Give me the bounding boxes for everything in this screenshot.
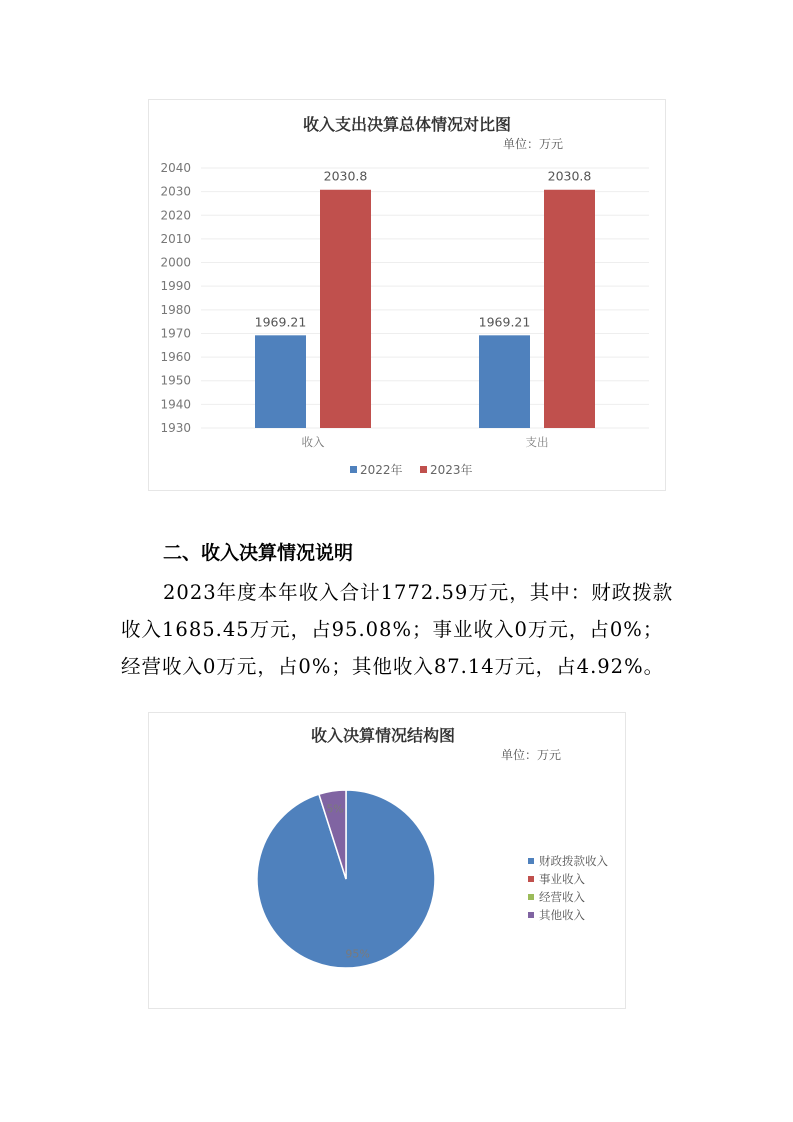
x-tick-label: 收入	[301, 435, 325, 449]
pie-legend-item	[528, 888, 608, 906]
pie-legend-item	[528, 906, 608, 924]
data-label: 2030.8	[547, 168, 592, 184]
y-tick-label: 1990	[160, 279, 191, 294]
legend-swatch	[528, 858, 534, 864]
y-tick-label: 2020	[160, 208, 191, 223]
legend-swatch	[528, 912, 534, 918]
y-tick-label: 1960	[160, 350, 191, 365]
paragraph-line-2: 收入1685.45万元，占95.08%；事业收入0万元，占0%；	[121, 618, 664, 641]
pie-legend	[528, 852, 608, 924]
bar-chart-title: 收入支出决算总体情况对比图	[302, 115, 511, 134]
y-tick-label: 2000	[160, 255, 191, 270]
pie-legend-item	[528, 870, 608, 888]
y-tick-label: 2010	[160, 231, 191, 246]
paragraph-line-1: 2023年度本年收入合计1772.59万元，其中：财政拨款	[163, 581, 674, 604]
bar-2022	[255, 335, 306, 428]
y-tick-label: 1940	[160, 397, 191, 412]
y-tick-label: 1930	[160, 421, 191, 435]
bar-chart-unit: 单位：万元	[503, 137, 564, 151]
legend-label: 经营收入	[539, 890, 585, 904]
legend-label: 其他收入	[539, 908, 585, 922]
legend-swatch	[420, 466, 427, 473]
bar-2023	[544, 190, 595, 428]
pie-chart-unit: 单位：万元	[501, 748, 562, 762]
legend-label: 事业收入	[539, 872, 585, 886]
legend-label: 2023年	[430, 463, 473, 477]
bar-chart-svg	[149, 100, 665, 490]
legend-label: 2022年	[360, 463, 403, 477]
x-tick-label: 支出	[525, 435, 549, 449]
data-label: 1969.21	[254, 314, 307, 330]
bar-2022	[479, 335, 530, 428]
y-tick-label: 1950	[160, 373, 191, 388]
y-tick-label: 1970	[160, 326, 191, 341]
legend-label: 财政拨款收入	[539, 854, 608, 868]
pie-chart-title: 收入决算情况结构图	[310, 726, 455, 745]
section-heading: 二、收入决算情况说明	[163, 542, 354, 564]
pie-data-label: 95%	[345, 947, 370, 961]
pie-legend-item	[528, 852, 608, 870]
paragraph-line-3: 经营收入0万元，占0%；其他收入87.14万元，占4.92%。	[121, 655, 665, 678]
legend-swatch	[528, 894, 534, 900]
bar-chart-frame	[148, 99, 666, 491]
bar-2023	[320, 190, 371, 428]
data-label: 2030.8	[323, 168, 368, 184]
y-tick-label: 1980	[160, 302, 191, 317]
legend-swatch	[350, 466, 357, 473]
y-tick-label: 2040	[160, 161, 191, 175]
data-label: 1969.21	[478, 314, 531, 330]
pie-data-label: 5%	[326, 802, 344, 816]
y-tick-label: 2030	[160, 184, 191, 199]
legend-swatch	[528, 876, 534, 882]
